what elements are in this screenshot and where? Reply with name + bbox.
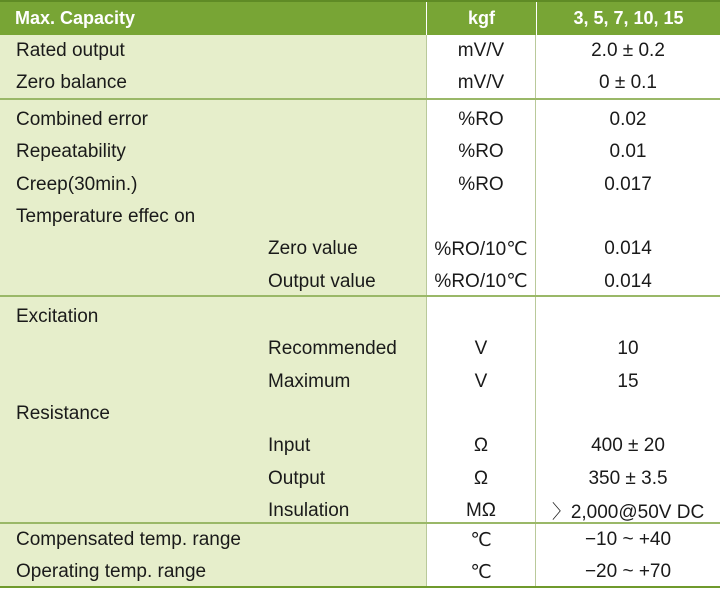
row-unit: %RO/10℃: [434, 271, 528, 293]
value-column: [535, 524, 720, 586]
spec-group-accuracy: [0, 100, 720, 297]
row-sublabel: Output: [268, 467, 326, 489]
row-unit: mV/V: [457, 72, 505, 94]
row-unit: ℃: [470, 561, 492, 583]
unit-column: [426, 297, 535, 522]
spec-group-electrical: [0, 297, 720, 524]
row-value: 0.014: [604, 270, 652, 292]
row-value: 400 ± 20: [591, 435, 665, 457]
row-value: 15: [617, 370, 639, 392]
row-unit: %RO: [458, 173, 504, 195]
spec-group-output: [0, 35, 720, 100]
row-sublabel: Recommended: [268, 338, 397, 360]
value-column: [535, 100, 720, 295]
row-unit: V: [474, 338, 488, 360]
row-label: Excitation: [16, 306, 99, 328]
row-unit: [427, 201, 535, 233]
row-label: Creep(30min.): [16, 173, 138, 195]
row-unit: ℃: [470, 529, 492, 551]
row-unit: MΩ: [465, 499, 497, 521]
header-capacity-label: Max. Capacity: [15, 8, 136, 28]
row-unit: Ω: [473, 435, 489, 457]
row-unit: [427, 398, 535, 430]
row-value: 10: [617, 338, 639, 360]
row-value: −10 ~ +40: [584, 529, 672, 551]
unit-column: [426, 35, 535, 98]
row-label: Temperature effec on: [16, 206, 196, 228]
unit-column: [426, 100, 535, 295]
row-value: 0.014: [604, 238, 652, 260]
row-label: Rated output: [16, 40, 125, 62]
row-label: Combined error: [16, 109, 148, 131]
row-unit: %RO: [458, 109, 504, 131]
row-label: Resistance: [16, 403, 110, 425]
row-label: Zero balance: [16, 72, 127, 94]
row-value: −20 ~ +70: [584, 561, 672, 583]
label-column: [0, 297, 426, 522]
row-sublabel: Maximum: [268, 370, 351, 392]
header-unit: kgf: [426, 2, 536, 35]
table-header: [0, 0, 720, 35]
row-value: 0.017: [604, 173, 652, 195]
row-unit: [427, 301, 535, 333]
row-unit: %RO: [458, 141, 504, 163]
row-label: Repeatability: [16, 141, 126, 163]
row-value: 0 ± 0.1: [599, 72, 657, 94]
row-sublabel: Zero value: [268, 238, 358, 260]
row-sublabel: Input: [268, 435, 311, 457]
label-column: [0, 35, 426, 98]
header-capacity-values: 3, 5, 7, 10, 15: [536, 2, 720, 35]
row-label: Compensated temp. range: [16, 529, 241, 551]
row-value: [536, 201, 720, 233]
value-column: [535, 297, 720, 522]
row-unit: Ω: [473, 467, 489, 489]
row-value: 0.02: [609, 109, 647, 131]
row-value: [536, 301, 720, 333]
row-value: 350 ± 3.5: [588, 467, 668, 489]
row-value: [536, 398, 720, 430]
row-sublabel: Output value: [268, 270, 376, 292]
row-unit: mV/V: [457, 40, 505, 62]
row-unit: V: [474, 370, 488, 392]
row-value: 0.01: [609, 141, 647, 163]
row-label: Operating temp. range: [16, 561, 207, 583]
spec-group-temperature: [0, 524, 720, 586]
value-column: [535, 35, 720, 98]
label-column: [0, 524, 426, 586]
row-value: 〉2,000@50V DC: [551, 502, 705, 524]
row-sublabel: Insulation: [268, 499, 350, 521]
row-value: 2.0 ± 0.2: [591, 40, 665, 62]
row-unit: %RO/10℃: [434, 238, 528, 260]
unit-column: [426, 524, 535, 586]
label-column: [0, 100, 426, 295]
